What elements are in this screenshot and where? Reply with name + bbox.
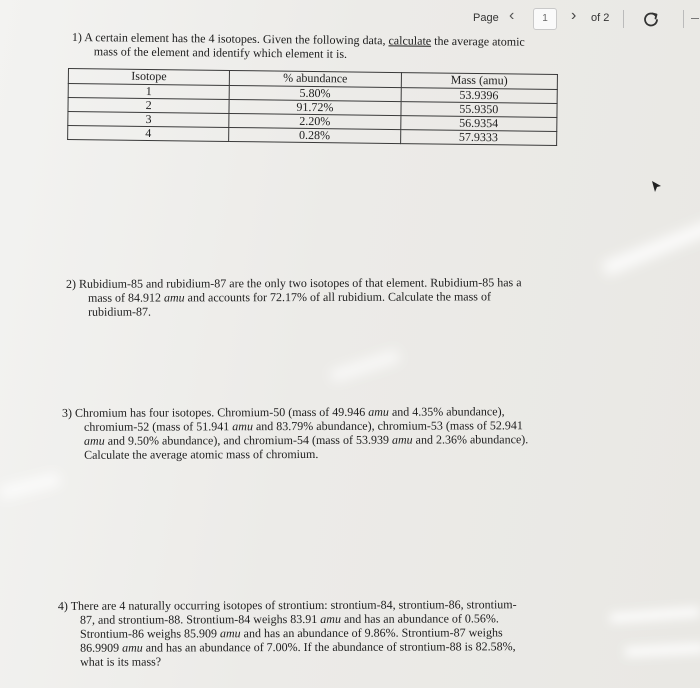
abundance-cell: 2.20%: [229, 113, 401, 129]
column-header-abundance: % abundance: [230, 70, 402, 87]
chevron-right-icon[interactable]: ›: [571, 7, 577, 24]
screen-glare: [330, 349, 400, 382]
screen-glare: [0, 473, 61, 499]
unit-amu: amu: [219, 626, 241, 641]
mass-header-label: Mass (amu): [450, 72, 508, 88]
question-text: A certain element has the 4 isotopes. Given the following data,: [84, 30, 389, 48]
page-number-input[interactable]: 1: [533, 8, 557, 30]
page-count: of 2: [591, 12, 610, 24]
question-text: There are 4 naturally occurring isotopes of strontium: strontium-84, strontium-86, strontium-: [70, 597, 517, 613]
unit-amu: amu: [320, 611, 341, 626]
unit-amu: amu: [391, 432, 413, 447]
question-4: [58, 597, 550, 669]
chevron-left-icon[interactable]: ‹: [509, 7, 515, 24]
question-text: Calculate the average atomic mass of chromium.: [84, 446, 319, 462]
question-text: 87, and strontium-88. Strontium-84 weighs 83.91 amu and has an abundance of 0.56%.: [79, 611, 499, 627]
toolbar-divider: [683, 10, 684, 28]
question-text: Chromium has four isotopes. Chromium-50 (mass of 49.946 amu and 4.35% abundance),: [74, 404, 505, 420]
mass-cell: 55.9350: [401, 102, 558, 118]
question-number: 1): [71, 30, 82, 45]
question-text: amu and 9.50% abundance), and chromium-54 (mass of 53.939 amu and 2.36% abundance).: [84, 432, 529, 448]
isotope-cell: 3: [68, 112, 229, 128]
question-text: mass of the element and identify which element it is.: [93, 44, 348, 61]
mouse-cursor-icon: [651, 180, 663, 194]
zoom-out-icon[interactable]: [691, 18, 699, 19]
isotope-cell: 2: [68, 98, 229, 114]
pdf-toolbar: [465, 6, 700, 32]
question-text: Strontium-86 weighs 85.909 amu and has an abundance of 9.86%. Strontium-87 weighs: [79, 625, 503, 641]
abundance-cell: 0.28%: [229, 127, 401, 143]
unit-amu: amu: [84, 433, 105, 448]
mass-cell: 57.9333: [400, 130, 557, 146]
question-number: 3): [61, 405, 72, 420]
unit-amu: amu: [122, 640, 143, 655]
page-label: Page: [473, 12, 499, 24]
question-text: Rubidium-85 and rubidium-87 are the only two isotopes of that element. Rubidium-85 has a: [78, 275, 522, 291]
isotope-table: [67, 68, 558, 146]
isotope-cell: 4: [68, 126, 229, 142]
unit-amu: amu: [232, 419, 253, 434]
underlined-word: calculate: [388, 33, 432, 48]
unit-amu: amu: [368, 404, 389, 419]
abundance-cell: 91.72%: [229, 99, 401, 115]
unit-amu: amu: [163, 290, 185, 305]
question-1: [72, 30, 552, 63]
screen-glare: [602, 218, 700, 276]
rotate-icon[interactable]: [641, 9, 661, 29]
mass-cell: 53.9396: [401, 88, 558, 104]
question-text: rubidium-87.: [88, 304, 152, 319]
column-header-isotope: Isotope: [68, 69, 229, 86]
question-text: the average atomic: [431, 33, 525, 49]
question-text: 86.9909 amu and has an abundance of 7.00%. If the abundance of strontium-88 is 82.58%,: [80, 639, 516, 655]
question-text: what is its mass?: [80, 654, 162, 669]
mass-cell: 56.9354: [400, 116, 557, 132]
screen-glare: [610, 607, 700, 623]
question-text: chromium-52 (mass of 51.941 amu and 83.79% abundance), chromium-53 (mass of 52.941: [83, 418, 523, 434]
question-2: [66, 275, 554, 319]
screen-glare: [625, 643, 700, 657]
isotope-cell: 1: [68, 84, 229, 100]
toolbar-divider: [623, 10, 624, 28]
question-number: 2): [65, 276, 76, 291]
question-text: mass of 84.912 amu and accounts for 72.17% of all rubidium. Calculate the mass of: [87, 289, 491, 305]
question-3: [62, 404, 554, 462]
abundance-cell: 5.80%: [229, 85, 401, 101]
question-number: 4): [57, 598, 68, 613]
